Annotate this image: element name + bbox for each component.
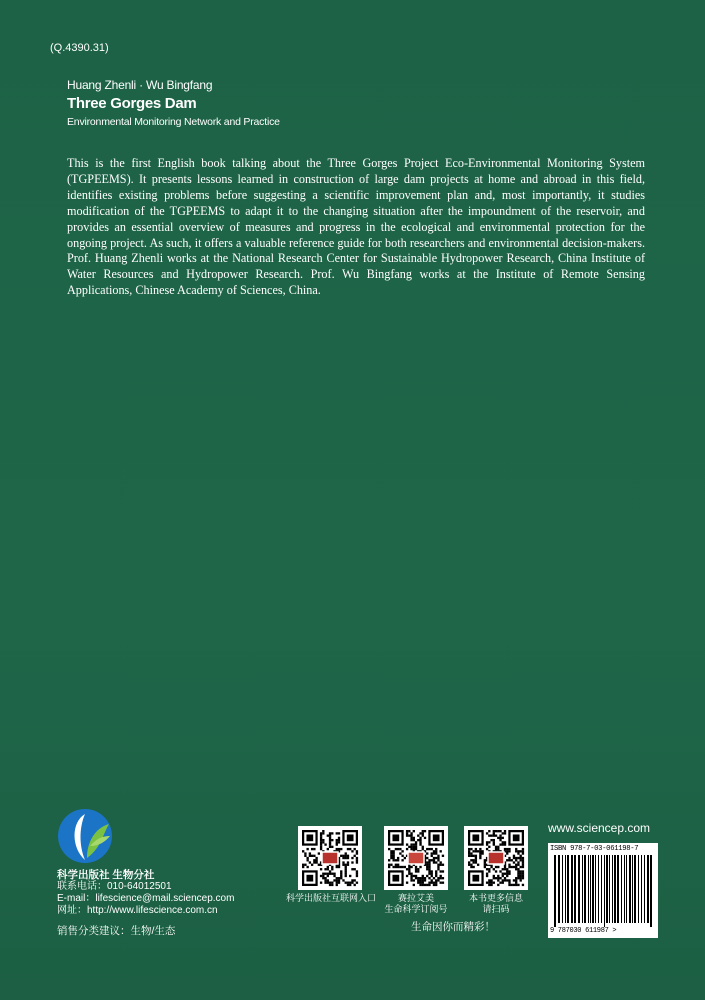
web-line: [57, 905, 218, 917]
web-label: 网址：: [57, 905, 87, 916]
phone-label: 联系电话：: [57, 881, 107, 892]
qr-caption-line: 生命科学订阅号: [384, 904, 448, 914]
email-value: lifescience@mail.sciencep.com: [95, 893, 235, 904]
qr-caption: [452, 893, 540, 915]
isbn-digits: 9 787030 611987 >: [550, 927, 617, 935]
isbn-barcode: [548, 843, 658, 938]
isbn-label: ISBN 978-7-03-061198-7: [550, 845, 639, 853]
book-description: This is the first English book talking about the Three Gorges Project Eco-Environmental Monitoring System (TGPEEMS). It presents lessons learned in construction of large dam projects at home and abroad in this field, identifies existing problems before suggesting a scientific improvement plan and, most importantly, it studies modification of the TGPEEMS to adapt it to the changing situation after the impoundment of the reservoir, and provides an essential overview of measures and progress in the ecological and environmental protection for the ongoing project. As such, it offers a valuable reference guide for both researchers and environmental decision-makers. Prof. Huang Zhenli works at the National Research Center for Sustainable Hydropower Research, China Institute of Water Resources and Hydropower Research. Prof. Wu Bingfang works at the Institute of Remote Sensing Applications, Chinese Academy of Sciences, China.: [67, 156, 645, 298]
publisher-logo-icon: [57, 808, 113, 864]
qr-caption: [283, 893, 379, 904]
slogan: 生命因你而精彩！: [411, 921, 495, 933]
email-line: [57, 893, 234, 905]
publisher-website: www.sciencep.com: [548, 821, 651, 835]
authors: Huang Zhenli · Wu Bingfang: [67, 78, 213, 92]
qr-code-icon: [298, 826, 362, 890]
phone-value: 010-64012501: [107, 881, 172, 892]
publisher-name: 科学出版社 生物分社: [57, 869, 155, 881]
email-label: E-mail：: [57, 893, 96, 904]
barcode-icon: [548, 843, 658, 938]
sales-category: 销售分类建议：生物/生态: [57, 925, 176, 937]
qr-caption-line: 科学出版社互联网入口: [285, 893, 376, 903]
web-value: http://www.lifescience.com.cn: [87, 905, 218, 916]
qr-caption-line: 本书更多信息: [468, 893, 523, 903]
qr-caption: [372, 893, 460, 915]
book-title: Three Gorges Dam: [67, 95, 197, 112]
catalog-code: (Q.4390.31): [50, 42, 109, 54]
qr-code-icon: [464, 826, 528, 890]
book-subtitle: Environmental Monitoring Network and Practice: [67, 116, 280, 128]
phone-line: [57, 881, 172, 893]
qr-caption-line: 请扫码: [482, 904, 510, 914]
qr-caption-line: 赛拉艾美: [397, 893, 434, 903]
qr-code-icon: [384, 826, 448, 890]
